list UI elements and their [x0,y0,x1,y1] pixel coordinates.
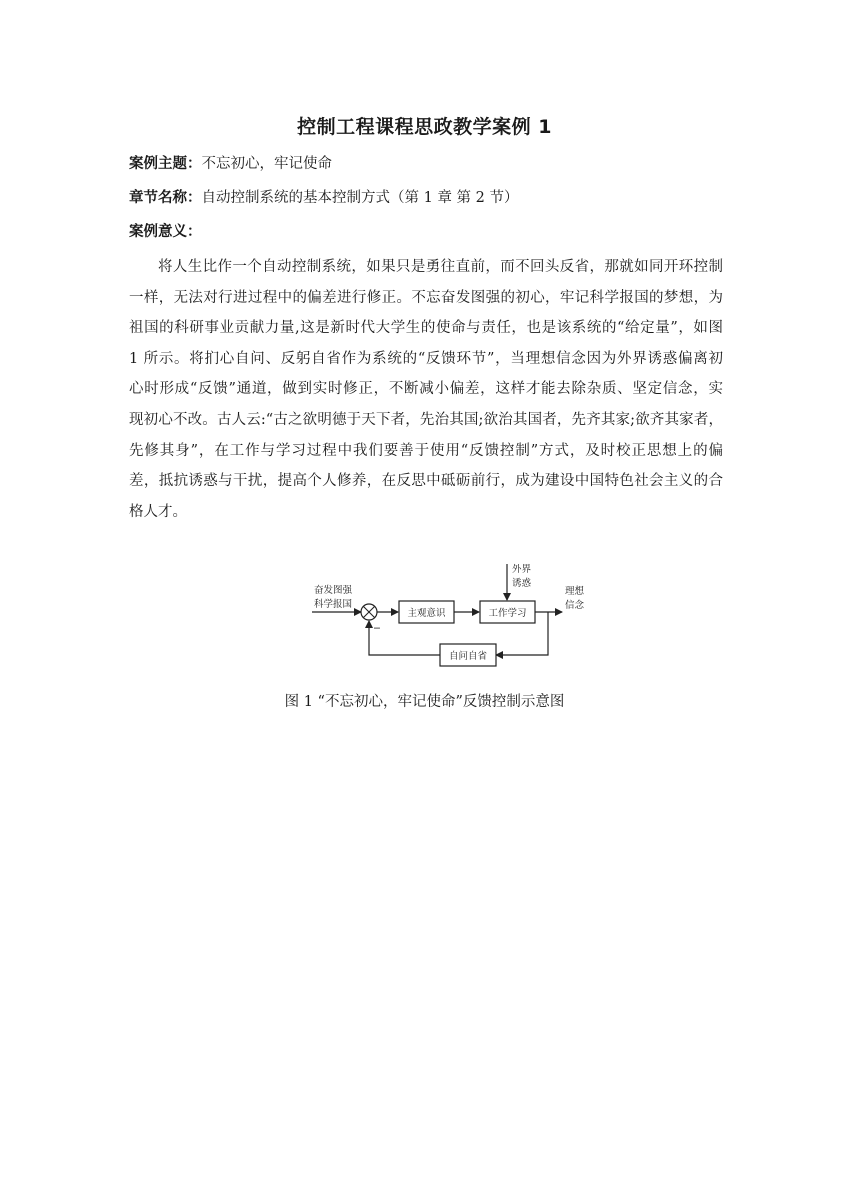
output-label-line2: 信念 [565,600,585,611]
case-theme-label: 案例主题： [129,156,202,172]
case-theme-row [129,154,332,174]
output-label-line1: 理想 [565,586,585,597]
document-title: 控制工程课程思政教学案例 1 [297,116,552,138]
paragraph-line: 一样，无法对行进过程中的偏差进行修正。不忘奋发图强的初心，牢记科学报国的梦想，为 [129,289,723,306]
disturbance-label-line1: 外界 [512,564,532,575]
paragraph-line: 现初心不改。古人云:“古之欲明德于天下者，先治其国;欲治其国者，先齐其家;欲齐其家者， [129,411,723,428]
case-theme-value: 不忘初心，牢记使命 [201,156,332,172]
figure-caption: 图 1 “不忘初心，牢记使命”反馈控制示意图 [284,694,565,710]
subjective-consciousness-label: 主观意识 [407,608,446,619]
input-label-line2: 科学报国 [314,599,353,610]
chapter-name-value: 自动控制系统的基本控制方式（第 1 章 第 2 节） [201,190,519,206]
case-meaning-paragraph [129,252,723,527]
summing-junction-icon [361,604,377,620]
paragraph-line: 将人生比作一个自动控制系统，如果只是勇往直前，而不回头反省，那就如同开环控制 [158,259,723,275]
disturbance-label-line2: 诱惑 [512,578,532,589]
chapter-name-label: 章节名称： [129,190,202,206]
feedback-control-diagram [300,560,600,675]
paragraph-line: 心时形成“反馈”通道，做到实时修正，不断减小偏差，这样才能去除杂质、坚定信念，实 [129,381,723,398]
self-reflection-label: 自问自省 [448,651,488,662]
paragraph-line: 格人才。 [129,503,187,520]
minus-sign: − [373,623,381,634]
input-label-line1: 奋发图强 [314,585,353,596]
case-meaning-row [129,222,202,242]
paragraph-line: 先修其身”，在工作与学习过程中我们要善于使用“反馈控制”方式，及时校正思想上的偏 [129,442,723,459]
paragraph-line: 祖国的科研事业贡献力量,这是新时代大学生的使命与责任，也是该系统的“给定量”，如图 [129,320,723,337]
work-study-label: 工作学习 [488,608,527,619]
case-meaning-label: 案例意义： [129,224,202,240]
chapter-name-row [129,188,519,208]
paragraph-line: 1 所示。将扪心自问、反躬自省作为系统的“反馈环节”，当理想信念因为外界诱惑偏离初 [129,350,723,367]
paragraph-line: 差，抵抗诱惑与干扰，提高个人修养，在反思中砥砺前行，成为建设中国特色社会主义的合 [129,473,723,490]
